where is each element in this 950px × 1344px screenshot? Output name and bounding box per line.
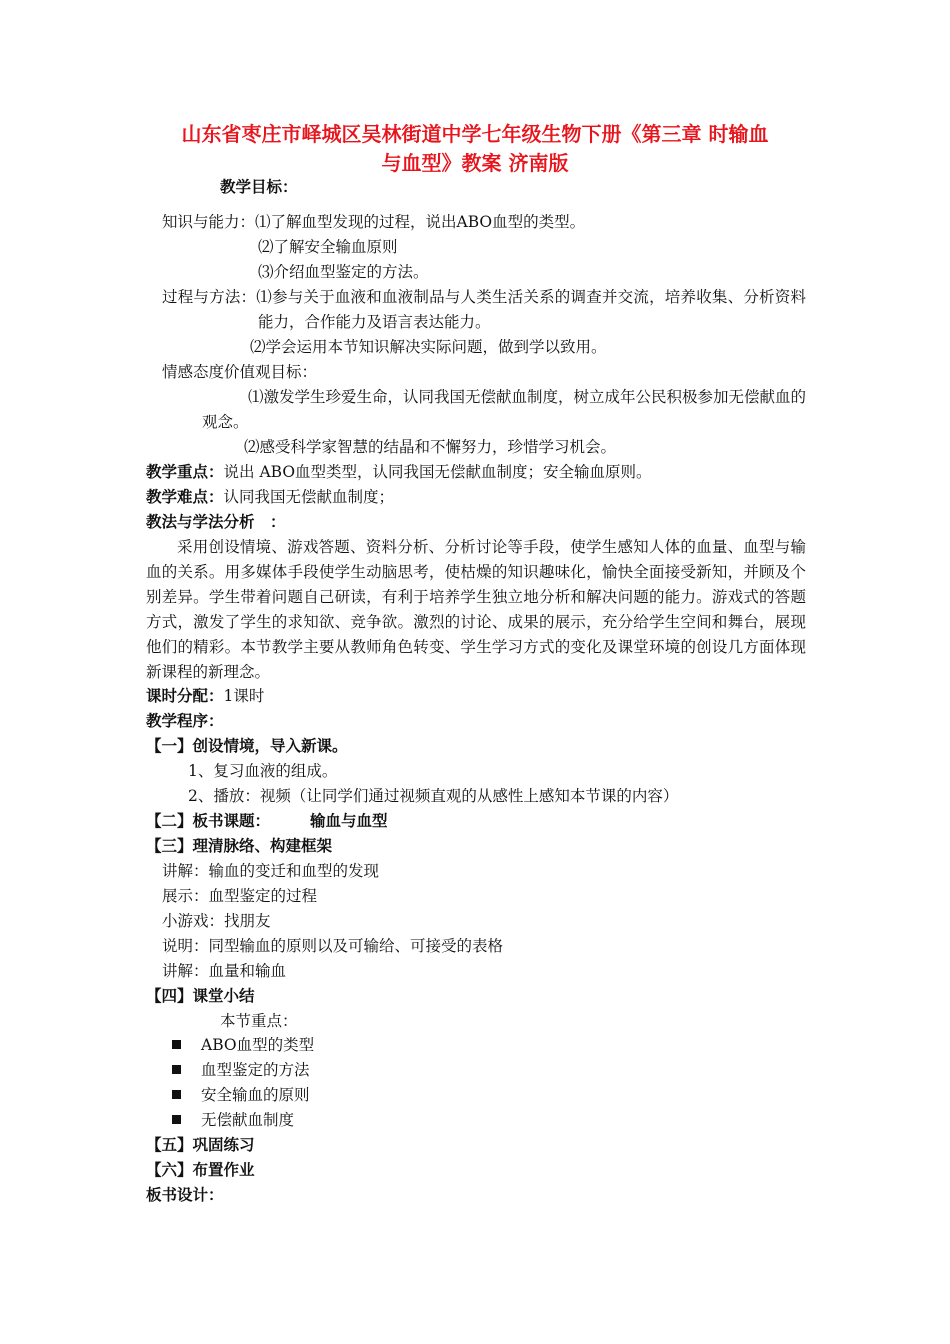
- difficulty-label: 教学难点：: [146, 488, 224, 506]
- document-title-line-2: 与血型》教案 济南版: [381, 151, 569, 175]
- section-3-item-3: 小游戏：找朋友: [162, 912, 271, 930]
- knowledge-item-1: ⑴了解血型发现的过程，说出ABO血型的类型。: [255, 213, 586, 231]
- section-1-heading: 【一】创设情境，导入新课。: [146, 737, 348, 755]
- difficulty-text: 认同我国无偿献血制度；: [223, 488, 395, 506]
- square-bullet-icon: [172, 1065, 181, 1074]
- knowledge-line-1: [162, 211, 585, 233]
- section-3-item-2: 展示：血型鉴定的过程: [162, 887, 318, 905]
- section-3-item-1: 讲解：输血的变迁和血型的发现: [162, 862, 380, 880]
- section-2-topic: 输血与血型: [310, 812, 388, 830]
- process-item-1: ⑴参与关于血液和血液制品与人类生活关系的调查并交流，培养收集、分析资料能力，合作能力及语言表达能力。: [256, 288, 806, 331]
- key-points-label: 教学重点：: [146, 463, 224, 481]
- section-4-intro: 本节重点：: [220, 1012, 298, 1030]
- emotion-item-2: ⑵感受科学家智慧的结晶和不懈努力，珍惜学习机会。: [244, 438, 617, 456]
- section-2-heading: 【二】板书课题：: [146, 812, 271, 830]
- section-1-item-1: 1、复习血液的组成。: [188, 762, 338, 780]
- process-label: 过程与方法：: [162, 288, 257, 306]
- square-bullet-icon: [172, 1090, 181, 1099]
- hours: [146, 685, 264, 707]
- section-3-item-4: 说明：同型输血的原则以及可输给、可接受的表格: [162, 937, 504, 955]
- section-1-item-2: 2、播放：视频（让同学们通过视频直观的从感性上感知本节课的内容）: [188, 787, 679, 805]
- hours-label: 课时分配：: [146, 687, 224, 705]
- knowledge-label: 知识与能力：: [162, 213, 256, 231]
- bullet-item: 安全输血的原则: [172, 1084, 310, 1106]
- key-points: [146, 461, 652, 483]
- emotion-item-1: ⑴激发学生珍爱生命，认同我国无偿献血制度，树立成年公民积极参加无偿献血的观念。: [202, 388, 807, 431]
- methods-label: 教法与学法分析 ：: [146, 513, 286, 531]
- bullet-item: 无偿献血制度: [172, 1109, 294, 1131]
- hours-text: 1课时: [223, 687, 265, 705]
- document-title-line-1: 山东省枣庄市峄城区吴林街道中学七年级生物下册《第三章 时输血: [181, 122, 769, 146]
- methods-paragraph: 采用创设情境、游戏答题、资料分析、分析讨论等手段，使学生感知人体的血量、血型与输血的关系。用多媒体手段使学生动脑思考，使枯燥的知识趣味化，愉快全面接受新知，并顾及个别差异。学生带着问题自己研读，有利于培养学生独立地分析和解决问题的能力。游戏式的答题方式，激发了学生的求知欲、竞争欲。激烈的讨论、成果的展示，充分给学生空间和舞台，展现他们的精彩。本节教学主要从教师角色转变、学生学习方式的变化及课堂环境的创设几方面体现新课程的新理念。: [146, 538, 806, 681]
- board-design-label: 板书设计：: [146, 1186, 224, 1204]
- section-5-heading: 【五】巩固练习: [146, 1136, 255, 1154]
- key-points-text: 说出 ABO血型类型，认同我国无偿献血制度；安全输血原则。: [223, 463, 652, 481]
- process-line-1: [162, 285, 806, 335]
- difficulty: [146, 486, 394, 508]
- procedure-label: 教学程序：: [146, 712, 224, 730]
- square-bullet-icon: [172, 1115, 181, 1124]
- emotion-label: 情感态度价值观目标：: [162, 363, 318, 381]
- bullet-item: ABO血型的类型: [172, 1034, 314, 1056]
- knowledge-item-2: ⑵了解安全输血原则: [258, 238, 398, 256]
- bullet-item: 血型鉴定的方法: [172, 1059, 310, 1081]
- process-item-2: ⑵学会运用本节知识解决实际问题，做到学以致用。: [250, 338, 607, 356]
- section-4-heading: 【四】课堂小结: [146, 987, 255, 1005]
- knowledge-item-3: ⑶介绍血型鉴定的方法。: [258, 263, 429, 281]
- section-3-item-5: 讲解：血量和输血: [162, 962, 287, 980]
- objectives-heading: 教学目标：: [220, 178, 298, 196]
- square-bullet-icon: [172, 1040, 181, 1049]
- section-6-heading: 【六】布置作业: [146, 1161, 255, 1179]
- section-3-heading: 【三】理清脉络、构建框架: [146, 837, 333, 855]
